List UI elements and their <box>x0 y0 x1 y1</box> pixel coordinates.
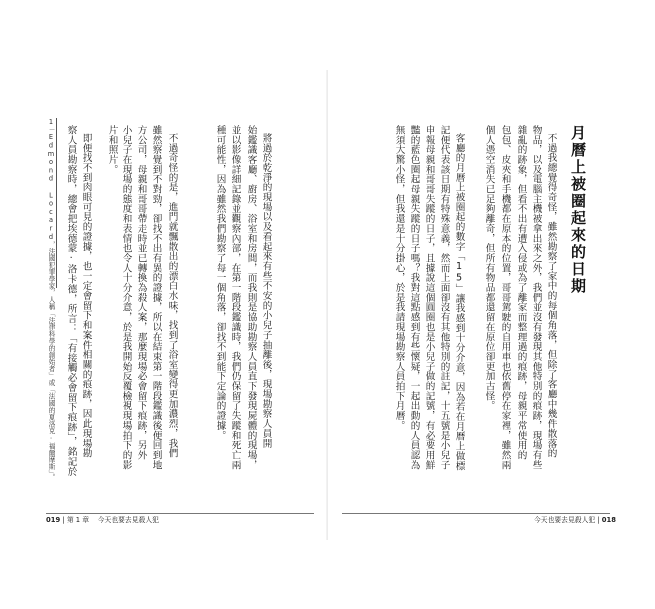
footer-rule <box>342 513 610 514</box>
right-page <box>328 0 655 609</box>
running-title: 今天也要去見殺人犯 <box>97 516 159 524</box>
paragraph-calendar-line-2: 記便代表該日期有特殊意義，然而上面卻沒有其他特別的註記，十五號是小兒子 <box>438 125 450 470</box>
paragraph-strange-line-3: 雜亂的跡象，但看不出有遭入侵或為了離家而整理過的痕跡，母親平常使用的 <box>515 125 527 460</box>
running-title: 今天也要去見殺人犯 <box>534 516 596 524</box>
paragraph-calendar-line-4: 豔的藍色圈起母親失蹤的日子嗎？我對這點感到有些懷疑，一起出動的人員認為 <box>408 125 420 470</box>
paragraph-son-line-1: 小兒子在現場的態度和表情也令人十分介意，於是我開始反覆檢視現場拍下的影 <box>120 125 132 470</box>
paragraph-strange-line-1: 不過我總覺得奇怪，雖然勘察了家中的每個角落，但除了客廳中幾件散落的 <box>545 133 557 459</box>
paragraph-strange-line-5: 個人憑空消失已足夠離奇，但所有物品都還留在原位卻更加古怪。 <box>483 125 495 411</box>
paragraph-evidence-line-2: 察人員勘察時，總會把埃德蒙‧洛卡德，所言：「有接觸必會留下痕跡」，銘記於 <box>65 125 77 477</box>
paragraph-scene-line-4: 種可能性，因為雖然我們勘察了每一個角落，卻找不到能下定論的證據。 <box>214 125 226 441</box>
paragraph-scene-line-1: 將過於乾淨的現場以及看起來有些不安的小兒子抽離後，現場勘察人員開 <box>260 133 272 449</box>
footer-rule <box>46 513 314 514</box>
chapter-label: 第 1 章 <box>66 516 90 524</box>
paragraph-son-line-2: 片和照片。 <box>106 125 118 175</box>
paragraph-bleach-line-2: 雖然察覺到不對勁，卻找不出有異的證據，所以在結束第一階段鑑識後便回到地 <box>150 125 162 470</box>
paragraph-calendar-line-3: 申報母親和哥哥失蹤的日子，且據說這個圓圈也是小兒子做的記號，有必要用鮮 <box>423 125 435 470</box>
footnote-divider <box>56 118 57 288</box>
paragraph-strange-line-2: 物品，以及電腦主機被拿出來之外，我們並沒有發現其他特別的痕跡，現場有些 <box>530 125 542 470</box>
paragraph-bleach-line-1: 不過奇怪的是，進門就飄散出的漂白水味，找到了浴室變得更加濃烈，我們 <box>166 133 178 459</box>
page-number: 018 <box>601 516 616 524</box>
paragraph-calendar-line-1: 客廳的月曆上被圈起的數字「15」讓我感到十分介意，因為若在月曆上做標 <box>453 133 465 471</box>
page-footer-left: 019 | 第 1 章 今天也要去見殺人犯 <box>46 516 159 524</box>
paragraph-bleach-line-3: 方公司，母親和哥哥帶走時並已轉換為殺人案，那麼現場必會留下痕跡，另外 <box>135 125 147 460</box>
footnote: 1－Edmond Locard，法國犯罪學家，人稱「法律科學的創始者」或「法國的夏洛克‧福爾摩斯」。 <box>47 118 55 481</box>
paragraph-strange-line-4: 包包、皮夾和手機都在原本的位置，哥哥駕駛的自用車也依舊停在家裡，雖然兩 <box>499 125 511 470</box>
paragraph-scene-line-2: 始鑑識客廳、廚房、浴室和房間，而我則是協助勘察人員直下發現屍體的現場， <box>245 125 257 470</box>
paragraph-scene-line-3: 並以影像詳細記錄並觀察內部，在第一階段鑑識時，我們仍保留了失蹤和死亡兩 <box>229 125 241 470</box>
paragraph-evidence-line-1: 即便找不到肉眼可見的證據，也一定會留下和案件相關的痕跡，因此現場勘 <box>80 133 92 459</box>
section-heading: 月曆上被圈起來的日期 <box>569 125 587 295</box>
paragraph-calendar-line-5: 無須大驚小怪，但我還是十分掛心，於是我請現場勘察人員拍下月曆。 <box>393 125 405 431</box>
page-number: 019 <box>46 516 61 524</box>
page-footer-right: 今天也要去見殺人犯 | 018 <box>534 516 616 524</box>
